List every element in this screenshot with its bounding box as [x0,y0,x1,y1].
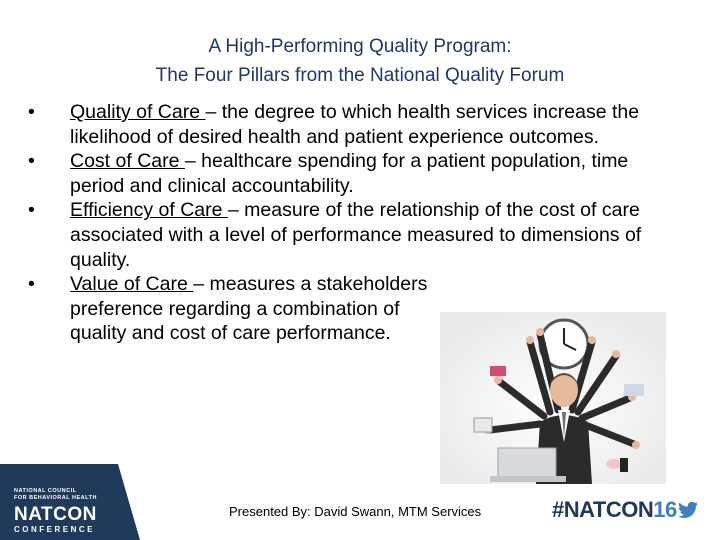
pillar-term: Quality of Care [70,101,206,123]
slide-title [0,32,720,90]
title-line-2: The Four Pillars from the National Quality Forum [155,65,565,86]
pillar-description: – measures a stakeholders preference regarding a combination of quality and cost of care performance. [70,273,428,345]
bullet-icon: • [28,150,35,173]
list-item [24,198,664,272]
list-item [24,149,664,198]
pillar-description: – healthcare spending for a patient population, time period and clinical accountability. [70,150,629,197]
bullet-icon: • [28,273,35,296]
event-hashtag [552,497,677,523]
bullet-icon: • [28,101,35,123]
pillar-term: Cost of Care [70,150,185,173]
list-item [24,272,440,346]
pillar-description: – the degree to which health services increase the likelihood of desired health and patient experience outcomes. [70,101,640,148]
pillar-term: Value of Care [70,273,194,296]
presenter-credit: Presented By: David Swann, MTM Services [229,504,482,519]
businessman-multitasking-illustration [440,312,666,484]
list-item [24,100,664,149]
pillar-list [24,100,664,346]
natcon-logo [0,464,118,540]
logo-org-name: NATIONAL COUNCIL FOR BEHAVIORAL HEALTH [14,488,97,501]
pillar-term: Efficiency of Care [70,199,228,222]
title-line-1: A High-Performing Quality Program: [208,36,512,57]
hashtag-main: #NATCON [552,497,654,522]
bullet-icon: • [28,199,35,222]
pillar-description: – measure of the relationship of the cost of care associated with a level of performance measured to dimensions of quality. [70,199,642,271]
hashtag-year: 16 [653,497,677,522]
logo-conference: CONFERENCE [14,525,96,534]
twitter-bird-icon [678,501,698,519]
logo-natcon: NATCON [14,504,97,525]
